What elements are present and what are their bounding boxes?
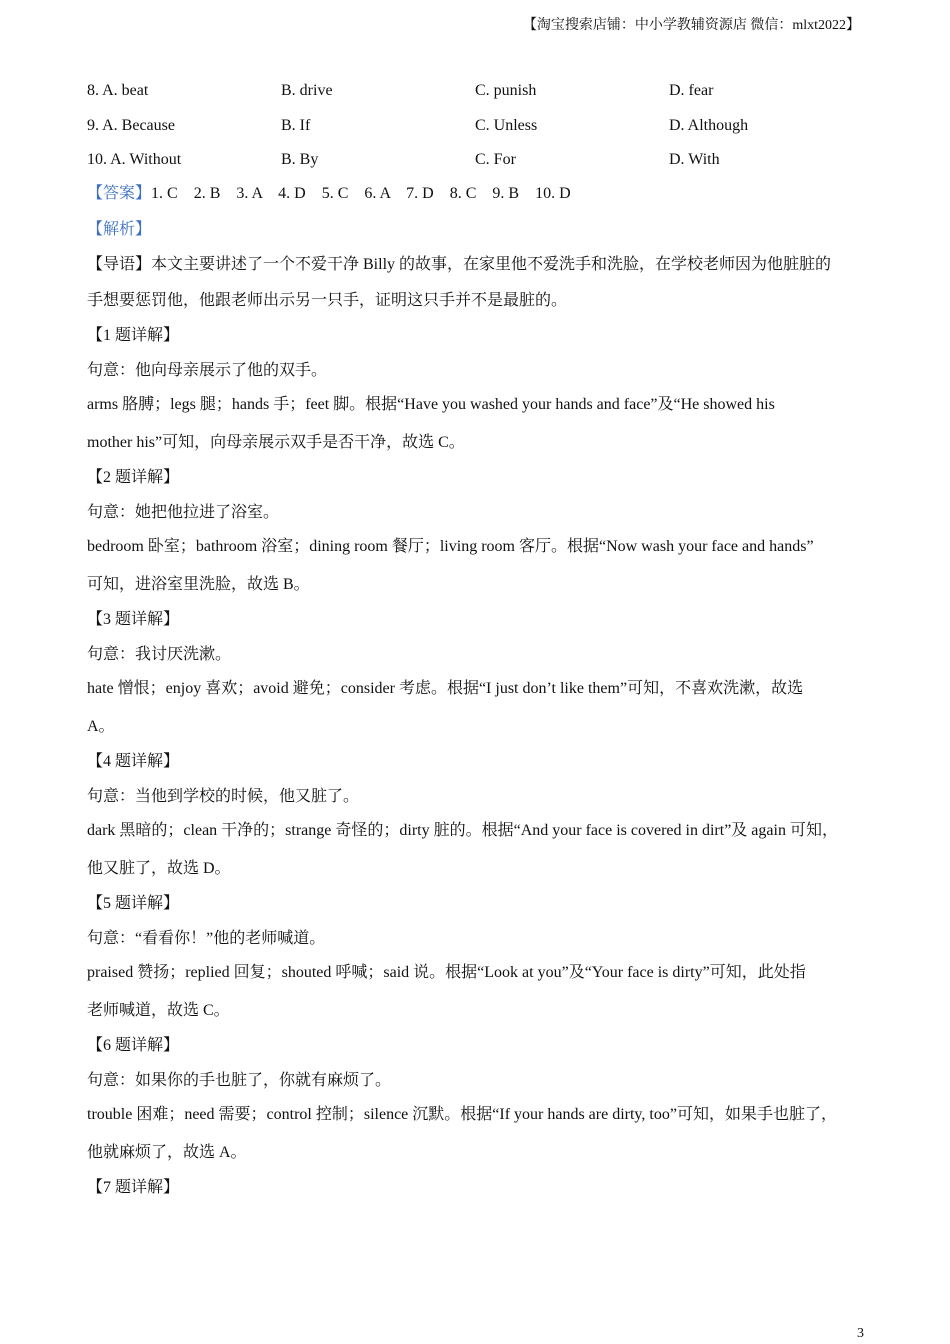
section-line: trouble 困难；need 需要；control 控制；silence 沉默。根据“If your hands are dirty, too”可知，如果手也脏了， (87, 1106, 837, 1123)
option-cell: D. With (669, 151, 720, 168)
answer-text: 1. C 2. B 3. A 4. D 5. C 6. A 7. D 8. C 9. B 10. D (151, 185, 571, 202)
section-title: 【5 题详解】 (87, 895, 180, 912)
section-line: dark 黑暗的；clean 干净的；strange 奇怪的；dirty 脏的。根据“And your face is covered in dirt”及 again 可知， (87, 822, 838, 839)
section-title: 【4 题详解】 (87, 753, 180, 770)
option-cell: D. Although (669, 116, 749, 134)
option-table (87, 80, 887, 184)
option-cell: 10. A. Without (87, 151, 182, 168)
option-cell: 9. A. Because (87, 116, 175, 134)
section-line: 他就麻烦了，故选 A。 (87, 1144, 247, 1161)
guide-line: 手想要惩罚他，他跟老师出示另一只手，证明这只手并不是最脏的。 (87, 292, 568, 309)
answer-label: 【答案】 (87, 185, 152, 202)
option-cell: B. drive (281, 82, 333, 99)
section-line: A。 (87, 718, 115, 735)
section-title: 【2 题详解】 (87, 469, 180, 486)
section-line: arms 胳膊；legs 腿；hands 手；feet 脚。根据“Have you washed your hands and face”及“He showed his (87, 396, 775, 413)
answer-line (87, 183, 571, 205)
section-line: 可知，进浴室里洗脸，故选 B。 (87, 576, 310, 593)
page-header: 【淘宝搜索店铺：中小学教辅资源店 微信：mlxt2022】 (522, 18, 860, 33)
section-title: 【1 题详解】 (87, 327, 180, 344)
option-cell: B. By (281, 151, 319, 168)
option-row-9 (87, 115, 887, 150)
section-line: bedroom 卧室；bathroom 浴室；dining room 餐厅；living room 客厅。根据“Now wash your face and hands” (87, 538, 814, 555)
option-row-8 (87, 80, 887, 115)
option-cell: 8. A. beat (87, 82, 149, 99)
section-meaning: 句意：当他到学校的时候，他又脏了。 (87, 788, 360, 805)
section-line: mother his”可知，向母亲展示双手是否干净，故选 C。 (87, 434, 465, 451)
section-title: 【6 题详解】 (87, 1037, 180, 1054)
section-meaning: 句意：“看看你！”他的老师喊道。 (87, 930, 326, 947)
section-line: 他又脏了，故选 D。 (87, 860, 231, 877)
option-cell: B. If (281, 116, 311, 134)
section-meaning: 句意：如果你的手也脏了，你就有麻烦了。 (87, 1072, 392, 1089)
section-line: praised 赞扬；replied 回复；shouted 呼喊；said 说。根据“Look at you”及“Your face is dirty”可知，此处指 (87, 964, 806, 981)
option-row-10 (87, 149, 887, 184)
option-cell: C. For (475, 151, 516, 168)
option-cell: C. Unless (475, 116, 538, 134)
option-cell: D. fear (669, 82, 714, 99)
section-title: 【3 题详解】 (87, 611, 180, 628)
section-meaning: 句意：我讨厌洗漱。 (87, 646, 232, 663)
section-meaning: 句意：他向母亲展示了他的双手。 (87, 362, 328, 379)
section-line: 老师喊道，故选 C。 (87, 1002, 230, 1019)
section-title: 【7 题详解】 (87, 1179, 180, 1196)
option-cell: C. punish (475, 82, 537, 99)
analysis-label: 【解析】 (87, 221, 152, 238)
page-number: 3 (857, 1326, 864, 1341)
guide-line: 【导语】本文主要讲述了一个不爱干净 Billy 的故事，在家里他不爱洗手和洗脸，在学校老师因为他脏脏的 (87, 256, 832, 273)
section-meaning: 句意：她把他拉进了浴室。 (87, 504, 280, 521)
section-line: hate 憎恨；enjoy 喜欢；avoid 避免；consider 考虑。根据“I just don’t like them”可知，不喜欢洗漱，故选 (87, 680, 804, 697)
